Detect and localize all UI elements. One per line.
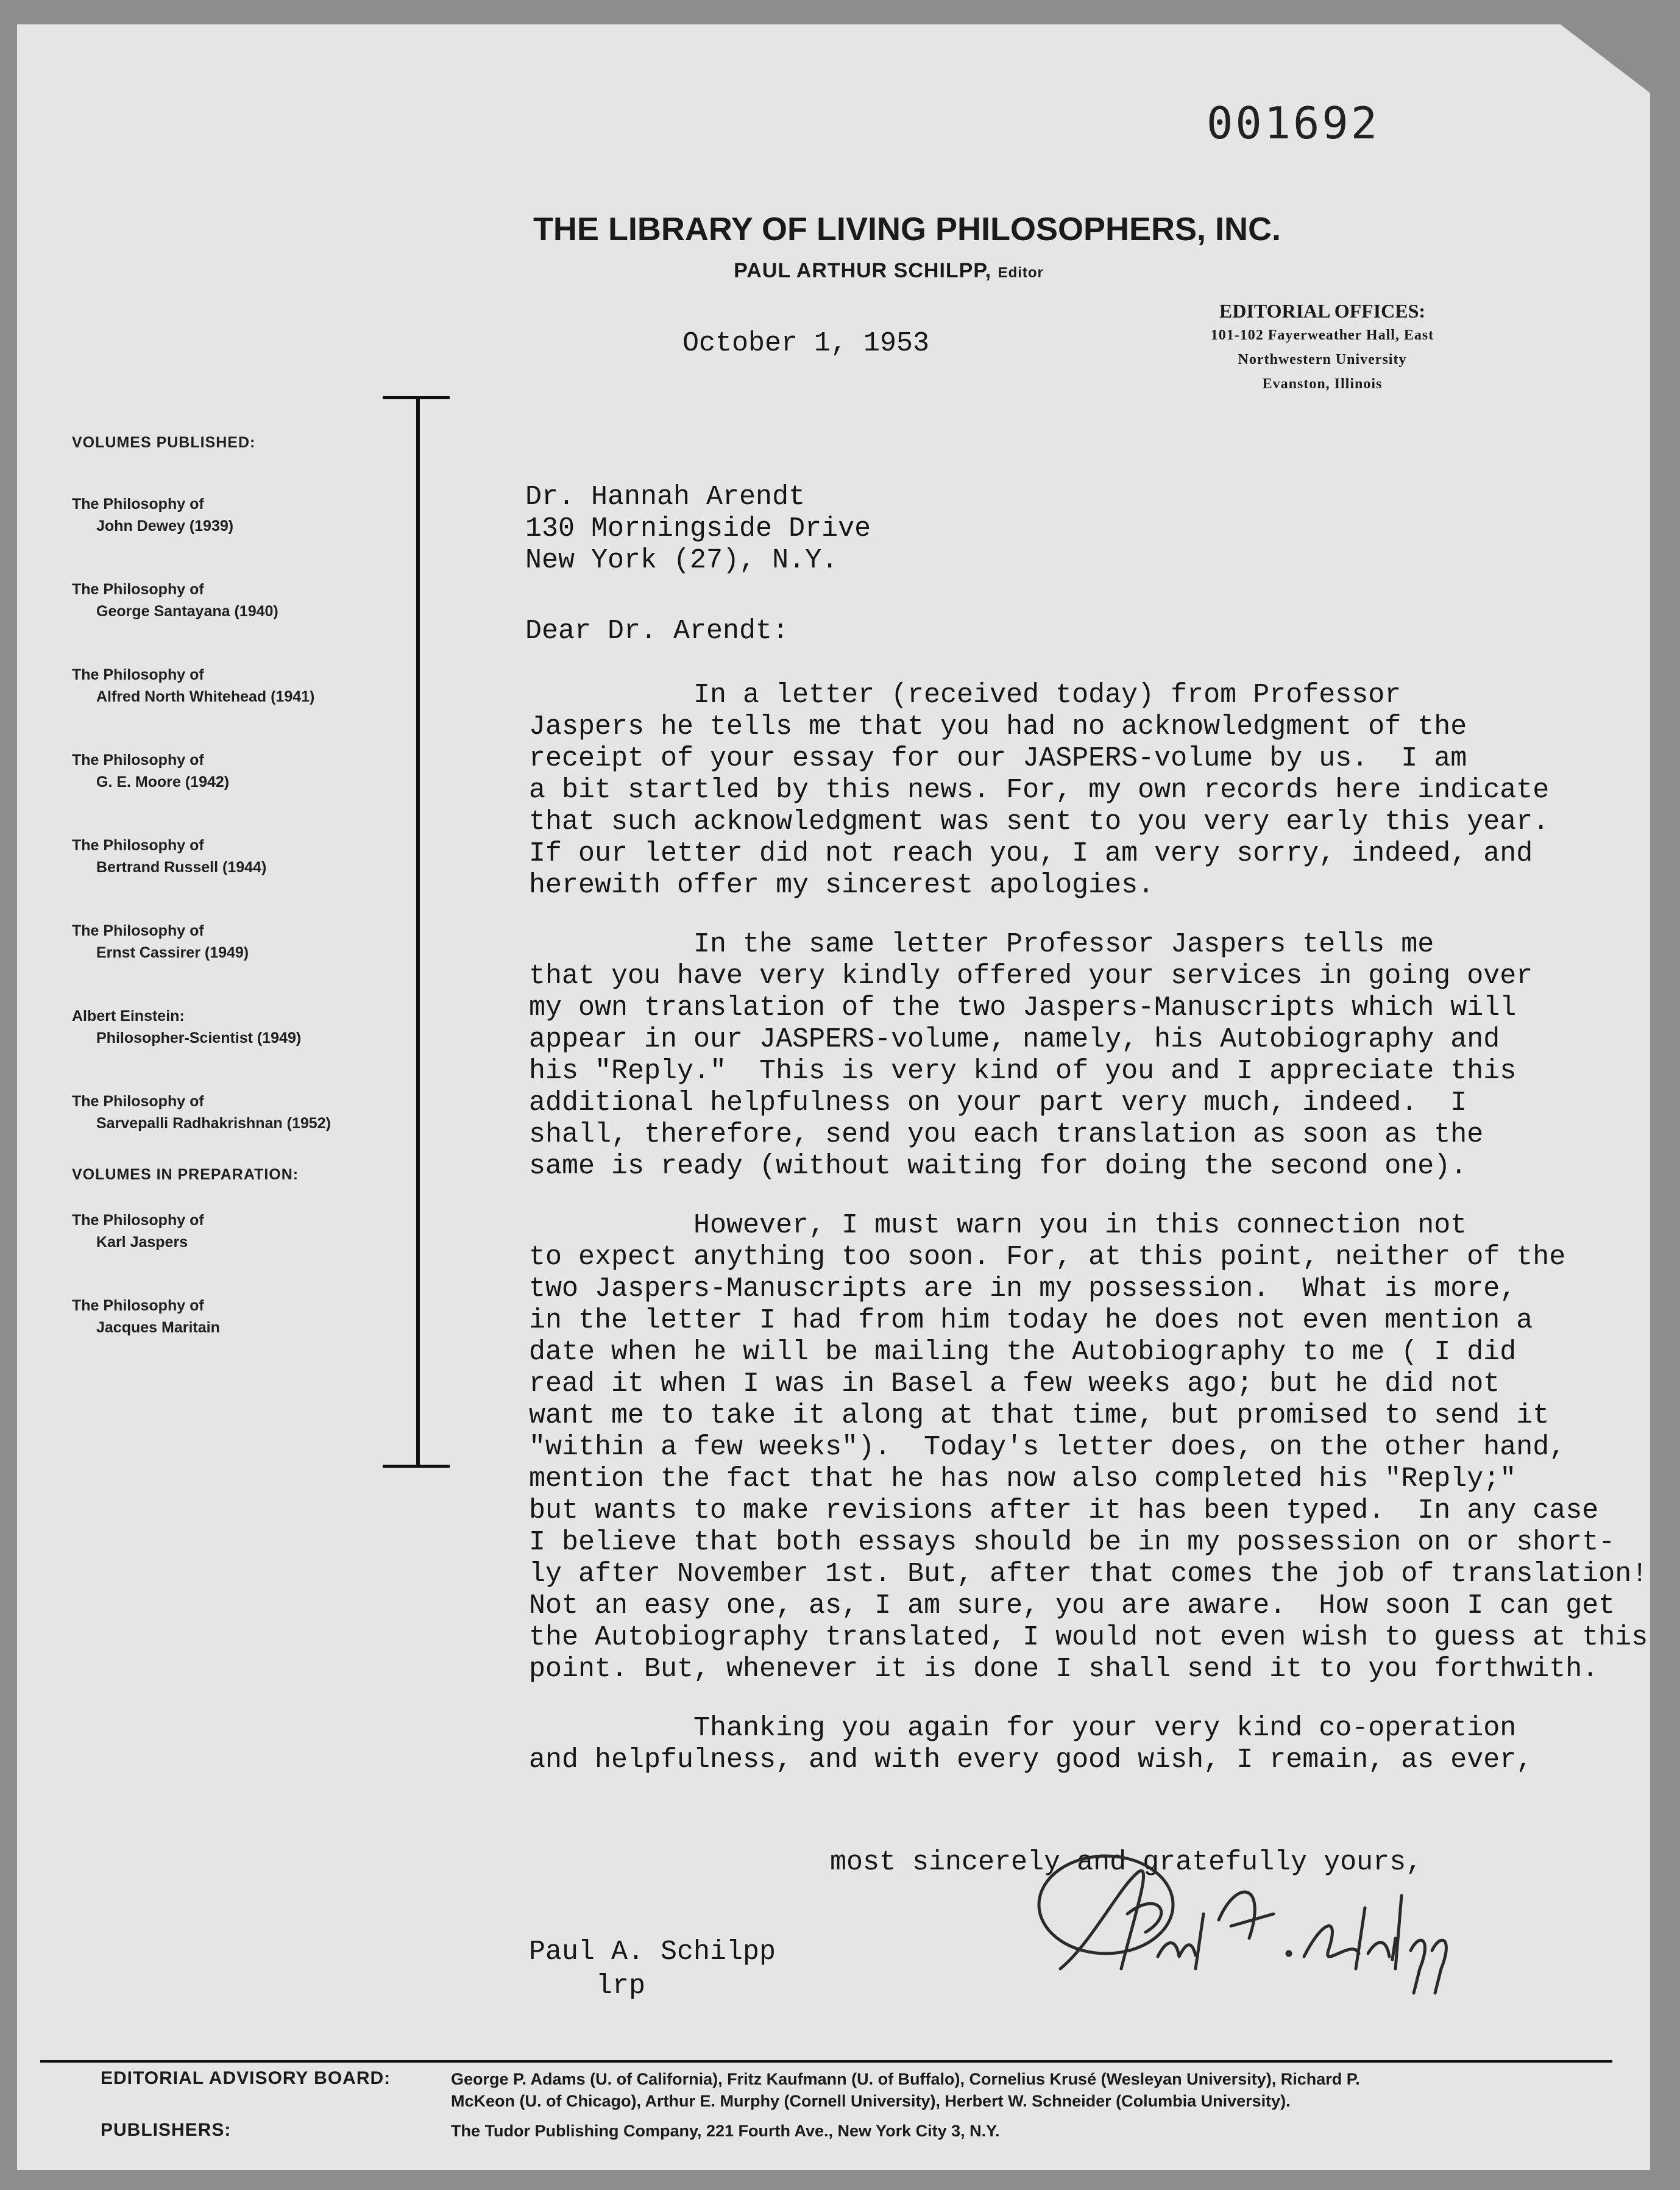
volume-line1: The Philosophy of <box>72 752 204 769</box>
letter-date: October 1, 1953 <box>682 328 930 359</box>
editor-line <box>0 259 1680 283</box>
salutation: Dear Dr. Arendt: <box>525 616 789 647</box>
offices-line: 101-102 Fayerweather Hall, East <box>1210 327 1434 343</box>
volume-line2: Karl Jaspers <box>96 1234 188 1251</box>
body-line: Jaspers he tells me that you had no acknowledgment of the <box>529 711 1467 742</box>
volume-line1: The Philosophy of <box>72 666 204 683</box>
recipient-name: Dr. Hannah Arendt <box>525 482 806 513</box>
volume-line1: The Philosophy of <box>72 837 204 854</box>
handwritten-signature <box>1036 1847 1475 2011</box>
volume-line2: Jacques Maritain <box>96 1319 220 1336</box>
volume-line1: The Philosophy of <box>72 1093 204 1110</box>
body-line: If our letter did not reach you, I am very sorry, indeed, and <box>529 838 1533 869</box>
body-line: However, I must warn you in this connection not <box>529 1210 1467 1241</box>
body-line: In a letter (received today) from Professor <box>529 680 1402 711</box>
board-line: McKeon (U. of Chicago), Arthur E. Murphy (Cornell University), Herbert W. Schneider (Columbia University). <box>451 2092 1291 2110</box>
body-line: shall, therefore, send you each translation as soon as the <box>529 1119 1484 1150</box>
volume-line1: The Philosophy of <box>72 922 204 939</box>
organization-title: THE LIBRARY OF LIVING PHILOSOPHERS, INC. <box>533 211 1281 247</box>
volume-line2: Ernst Cassirer (1949) <box>96 944 249 961</box>
body-line: additional helpfulness on your part very much, indeed. I <box>529 1087 1467 1118</box>
body-line: herewith offer my sincerest apologies. <box>529 870 1155 901</box>
editor-name: PAUL ARTHUR SCHILPP, <box>734 259 992 282</box>
volume-entry <box>72 920 377 964</box>
publishers-label: PUBLISHERS: <box>101 2120 232 2140</box>
body-line: and helpfulness, and with every good wish, I remain, as ever, <box>529 1744 1533 1776</box>
paragraph <box>529 680 1626 901</box>
body-line: in the letter I had from him today he does not even mention a <box>529 1305 1533 1336</box>
volume-entry <box>72 1090 377 1134</box>
volume-line2: George Santayana (1940) <box>96 603 278 620</box>
volume-line2: Philosopher-Scientist (1949) <box>96 1029 302 1047</box>
body-line: a bit startled by this news. For, my own records here indicate <box>529 775 1550 806</box>
sidebar-volumes <box>72 434 377 1339</box>
body-line: ly after November 1st. But, after that comes the job of translation! <box>529 1559 1648 1590</box>
volume-entry <box>72 749 377 793</box>
bracket-bottom <box>383 1465 450 1468</box>
offices-line: Evanston, Illinois <box>1262 376 1383 392</box>
body-line: his "Reply." This is very kind of you and I appreciate this <box>529 1056 1517 1087</box>
recipient-address <box>525 482 871 577</box>
volume-entry <box>72 1209 377 1253</box>
volume-line2: Bertrand Russell (1944) <box>96 859 267 876</box>
body-line: I believe that both essays should be in my possession on or short- <box>529 1527 1615 1558</box>
signature-block <box>529 1935 776 2003</box>
paragraph <box>529 1713 1626 1776</box>
volume-entry <box>72 493 377 537</box>
offices-label: EDITORIAL OFFICES: <box>1219 300 1426 322</box>
paragraph <box>529 929 1626 1182</box>
body-line: the Autobiography translated, I would not even wish to guess at this <box>529 1622 1648 1653</box>
stamp-number: 001692 <box>1207 98 1380 149</box>
board-line: George P. Adams (U. of California), Fritz Kaufmann (U. of Buffalo), Cornelius Krusé (Wesleyan University), Richard P. <box>451 2070 1360 2088</box>
body-line: want me to take it along at that time, but promised to send it <box>529 1400 1550 1431</box>
body-line: read it when I was in Basel a few weeks ago; but he did not <box>529 1368 1500 1399</box>
body-line: appear in our JASPERS-volume, namely, his Autobiography and <box>529 1024 1500 1055</box>
volume-line2: G. E. Moore (1942) <box>96 773 230 791</box>
typist-initials: lrp <box>596 1971 646 2002</box>
body-line: that you have very kindly offered your services in going over <box>529 961 1533 992</box>
recipient-street: 130 Morningside Drive <box>525 513 871 544</box>
volume-entry <box>72 834 377 878</box>
volume-line1: The Philosophy of <box>72 496 204 513</box>
volume-entry <box>72 1005 377 1049</box>
body-line: same is ready (without waiting for doing the second one). <box>529 1151 1467 1182</box>
body-line: but wants to make revisions after it has been typed. In any case <box>529 1495 1599 1526</box>
body-line: my own translation of the two Jaspers-Manuscripts which will <box>529 992 1517 1023</box>
paragraph <box>529 1210 1648 1685</box>
volume-line2: John Dewey (1939) <box>96 517 234 535</box>
volume-entry <box>72 664 377 708</box>
volume-entry <box>72 578 377 622</box>
closing: most sincerely and gratefully yours, <box>830 1847 1423 1878</box>
bracket-line <box>416 397 420 1467</box>
volume-line2: Sarvepalli Radhakrishnan (1952) <box>96 1115 331 1132</box>
body-line: that such acknowledgment was sent to you very early this year. <box>529 806 1550 837</box>
signer-name: Paul A. Schilpp <box>529 1936 776 1968</box>
body-line: two Jaspers-Manuscripts are in my possession. What is more, <box>529 1273 1517 1304</box>
body-line: date when he will be mailing the Autobiography to me ( I did <box>529 1337 1517 1368</box>
volume-line1: The Philosophy of <box>72 581 204 598</box>
volume-line2: Alfred North Whitehead (1941) <box>96 688 315 705</box>
body-line: receipt of your essay for our JASPERS-volume by us. I am <box>529 743 1467 774</box>
body-line: mention the fact that he has now also completed his "Reply;" <box>529 1463 1517 1495</box>
board-members <box>451 2068 1609 2112</box>
body-line: "within a few weeks"). Today's letter does, on the other hand, <box>529 1432 1566 1463</box>
volumes-preparation-heading: VOLUMES IN PREPARATION: <box>72 1166 299 1183</box>
offices-line: Northwestern University <box>1238 352 1407 368</box>
recipient-city: New York (27), N.Y. <box>525 545 838 576</box>
volumes-published-heading: VOLUMES PUBLISHED: <box>72 434 256 451</box>
footer-rule <box>40 2060 1612 2063</box>
volume-line1: The Philosophy of <box>72 1212 204 1229</box>
body-line: to expect anything too soon. For, at this point, neither of the <box>529 1242 1566 1273</box>
letter-body <box>529 680 1648 1804</box>
publishers-text: The Tudor Publishing Company, 221 Fourth Ave., New York City 3, N.Y. <box>451 2122 1000 2140</box>
body-line: In the same letter Professor Jaspers tells me <box>529 929 1434 960</box>
body-line: Not an easy one, as, I am sure, you are aware. How soon I can get <box>529 1590 1615 1621</box>
body-line: Thanking you again for your very kind co-operation <box>529 1713 1517 1744</box>
board-label: EDITORIAL ADVISORY BOARD: <box>101 2068 391 2088</box>
editor-title: Editor <box>998 265 1044 281</box>
volume-line1: Albert Einstein: <box>72 1008 185 1025</box>
volume-line1: The Philosophy of <box>72 1297 204 1314</box>
volume-entry <box>72 1295 377 1339</box>
editorial-offices <box>1146 299 1499 396</box>
body-line: point. But, whenever it is done I shall send it to you forthwith. <box>529 1654 1599 1685</box>
